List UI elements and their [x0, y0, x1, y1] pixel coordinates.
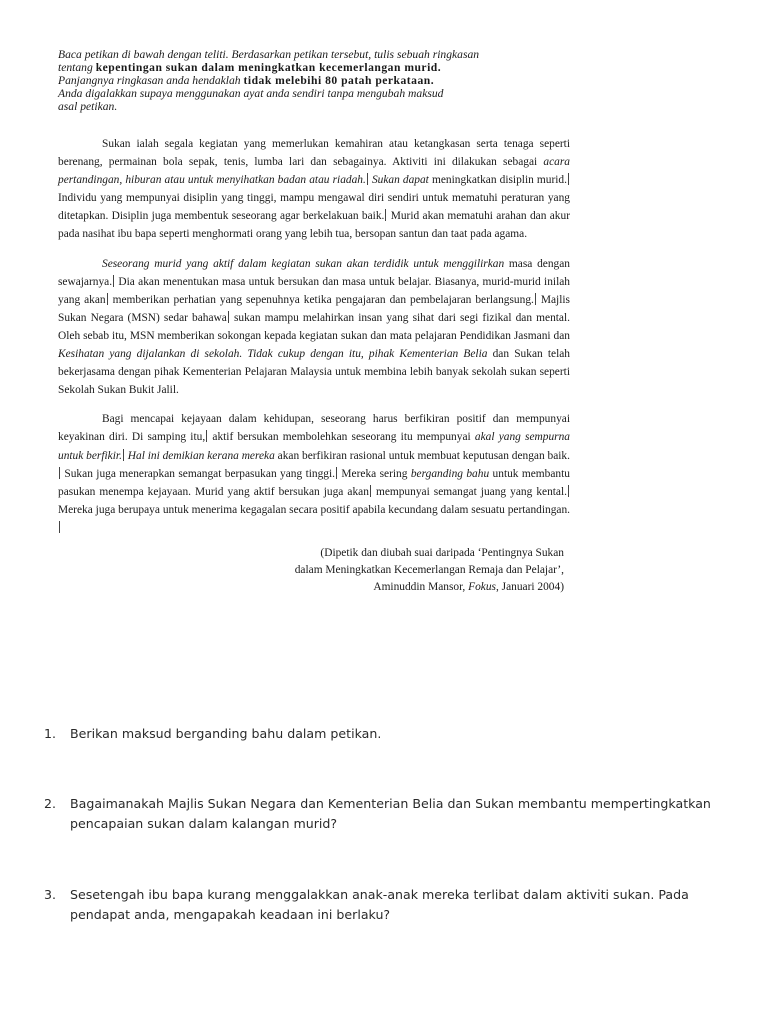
source-line-3	[58, 579, 564, 596]
p3-sentence-5-italic: berganding bahu	[410, 467, 490, 480]
p1-sentence-4: Murid akan mematuhi arahan dan akur pada nasihat ibu bapa seperti menghormati orang yang lebih tua, bersopan santun dan taat pada agama.	[58, 210, 570, 241]
passage-paragraph-2	[58, 255, 570, 400]
p3-sentence-5: Mereka sering	[341, 467, 408, 480]
instruction-topic: kepentingan sukan dalam meningkatkan kecemerlangan murid.	[95, 61, 442, 74]
instruction-line-4: Anda digalakkan supaya menggunakan ayat anda sendiri tanpa mengubah maksud	[58, 87, 444, 100]
p3-sentence-5b: untuk membantu pasukan menempa kejayaan. Murid yang aktif bersukan juga akan	[58, 467, 570, 498]
instruction-line-3-prefix: Panjangnya ringkasan anda hendaklah	[58, 74, 241, 87]
annotation-mark	[568, 173, 569, 185]
question-number: 3.	[44, 887, 57, 902]
question-item	[44, 724, 734, 744]
annotation-mark	[113, 275, 114, 287]
annotation-mark	[59, 467, 60, 479]
instruction-line-1: Baca petikan di bawah dengan teliti. Berdasarkan petikan tersebut, tulis sebuah ringkasan	[58, 48, 480, 61]
instruction-word-limit: tidak melebihi 80 patah perkataan.	[243, 74, 435, 87]
question-number: 2.	[44, 796, 57, 811]
annotation-mark	[59, 521, 60, 533]
question-text: Sesetengah ibu bapa kurang menggalakkan anak-anak mereka terlibat dalam aktiviti sukan. Pada pendapat anda, mengapakah keadaan ini berlaku?	[70, 887, 689, 922]
instruction	[58, 48, 570, 113]
p3-sentence-7: Mereka juga berupaya untuk menerima kegagalan secara positif apabila kecundang dalam sesuatu pertandingan.	[58, 503, 570, 516]
annotation-mark	[385, 209, 386, 221]
p3-sentence-1: Bagi mencapai kejayaan dalam kehidupan, seseorang harus berfikiran positif dan mempunyai keyakinan diri. Di samping itu,	[58, 413, 570, 444]
p3-sentence-6: mempunyai semangat juang yang kental.	[375, 485, 567, 498]
instruction-line-3	[58, 74, 570, 87]
p3-sentence-3: akan berfikiran rasional untuk membuat keputusan dengan baik.	[277, 449, 570, 462]
question-number: 1.	[44, 726, 57, 741]
annotation-mark	[123, 449, 124, 461]
question-text: Bagaimanakah Majlis Sukan Negara dan Kementerian Belia dan Sukan membantu mempertingkatkan pencapaian sukan dalam kalangan murid?	[70, 796, 711, 831]
p3-sentence-2-italic: akal yang sempurna untuk berfikir.	[58, 431, 570, 462]
p1-sentence-2-italic: Sukan dapat	[371, 174, 429, 187]
question-item	[44, 885, 734, 925]
question-text: Berikan maksud berganding bahu dalam petikan.	[70, 726, 382, 741]
p2-sentence-3: memberikan perhatian yang sepenuhnya ketika pengajaran dan pembelajaran berlangsung.	[112, 293, 534, 306]
annotation-mark	[336, 467, 337, 479]
instruction-line-2	[58, 61, 570, 74]
p3-sentence-2: aktif bersukan membolehkan seseorang itu mempunyai	[212, 431, 471, 444]
instruction-line-2-prefix: tentang	[58, 61, 93, 74]
source-author: Aminuddin Mansor,	[373, 580, 466, 593]
p2-sentence-5: sukan mampu melahirkan insan yang sihat dari segi fizikal dan mental.	[233, 311, 570, 324]
source-line-2: dalam Meningkatkan Kecemerlangan Remaja dan Pelajar’,	[294, 563, 564, 576]
p2-sentence-1: masa dengan sewajarnya.	[58, 257, 570, 288]
p2-sentence-2: Dia akan menentukan masa untuk bersukan dan masa untuk belajar. Biasanya, murid-murid inilah yang akan	[58, 275, 570, 306]
scanned-passage	[58, 48, 570, 596]
annotation-mark	[535, 293, 536, 305]
p3-sentence-4: Sukan juga menerapkan semangat berpasukan yang tinggi.	[64, 467, 336, 480]
p1-sentence-2: meningkatkan disiplin murid.	[431, 174, 567, 187]
p2-sentence-7: dan Sukan telah bekerjasama dengan pihak Kementerian Pelajaran Malaysia untuk membina lebih banyak sekolah sukan seperti Sekolah Sukan Bukit Jalil.	[58, 348, 570, 397]
annotation-mark	[107, 293, 108, 305]
p2-sentence-1-italic: Seseorang murid yang aktif dalam kegiatan sukan akan terdidik untuk menggilirkan	[102, 257, 505, 270]
p2-sentence-6: Oleh sebab itu, MSN memberikan sokongan kepada kegiatan sukan dan mata pelajaran Pendidikan Jasmani dan	[58, 329, 570, 342]
p2-sentence-6-italic: Kesihatan yang dijalankan di sekolah. Tidak cukup dengan itu, pihak Kementerian Belia	[58, 348, 488, 361]
p2-sentence-4: Majlis Sukan Negara (MSN) sedar bahawa	[58, 293, 570, 324]
p1-sentence-1-italic: acara pertandingan, hiburan atau untuk menyihatkan badan atau riadah.	[58, 156, 570, 187]
annotation-mark	[206, 430, 207, 442]
p1-sentence-3: Individu yang mempunyai disiplin yang tinggi, mampu mengawal diri sendiri untuk mematuhi peraturan yang ditetapkan. Disiplin juga membentuk seseorang agar berkelakuan baik.	[58, 192, 570, 223]
instruction-line-5: asal petikan.	[58, 100, 118, 113]
source-line-1: (Dipetik dan diubah suai daripada ‘Pentingnya Sukan	[320, 546, 564, 559]
source-journal: Fokus	[468, 580, 496, 593]
source-citation	[58, 545, 570, 596]
source-date: , Januari 2004)	[495, 580, 564, 593]
annotation-mark	[367, 173, 368, 185]
passage-paragraph-3	[58, 410, 570, 537]
p3-sentence-3-italic: Hal ini demikian kerana mereka	[127, 449, 275, 462]
question-item	[44, 794, 734, 834]
annotation-mark	[228, 311, 229, 323]
p1-sentence-1: Sukan ialah segala kegiatan yang memerlukan kemahiran atau ketangkasan serta tenaga seperti berenang, permainan bola sepak, tenis, lumba lari dan sebagainya. Aktiviti ini dilakukan sebagai	[58, 138, 570, 169]
passage-paragraph-1	[58, 135, 570, 244]
annotation-mark	[568, 485, 569, 497]
annotation-mark	[370, 485, 371, 497]
